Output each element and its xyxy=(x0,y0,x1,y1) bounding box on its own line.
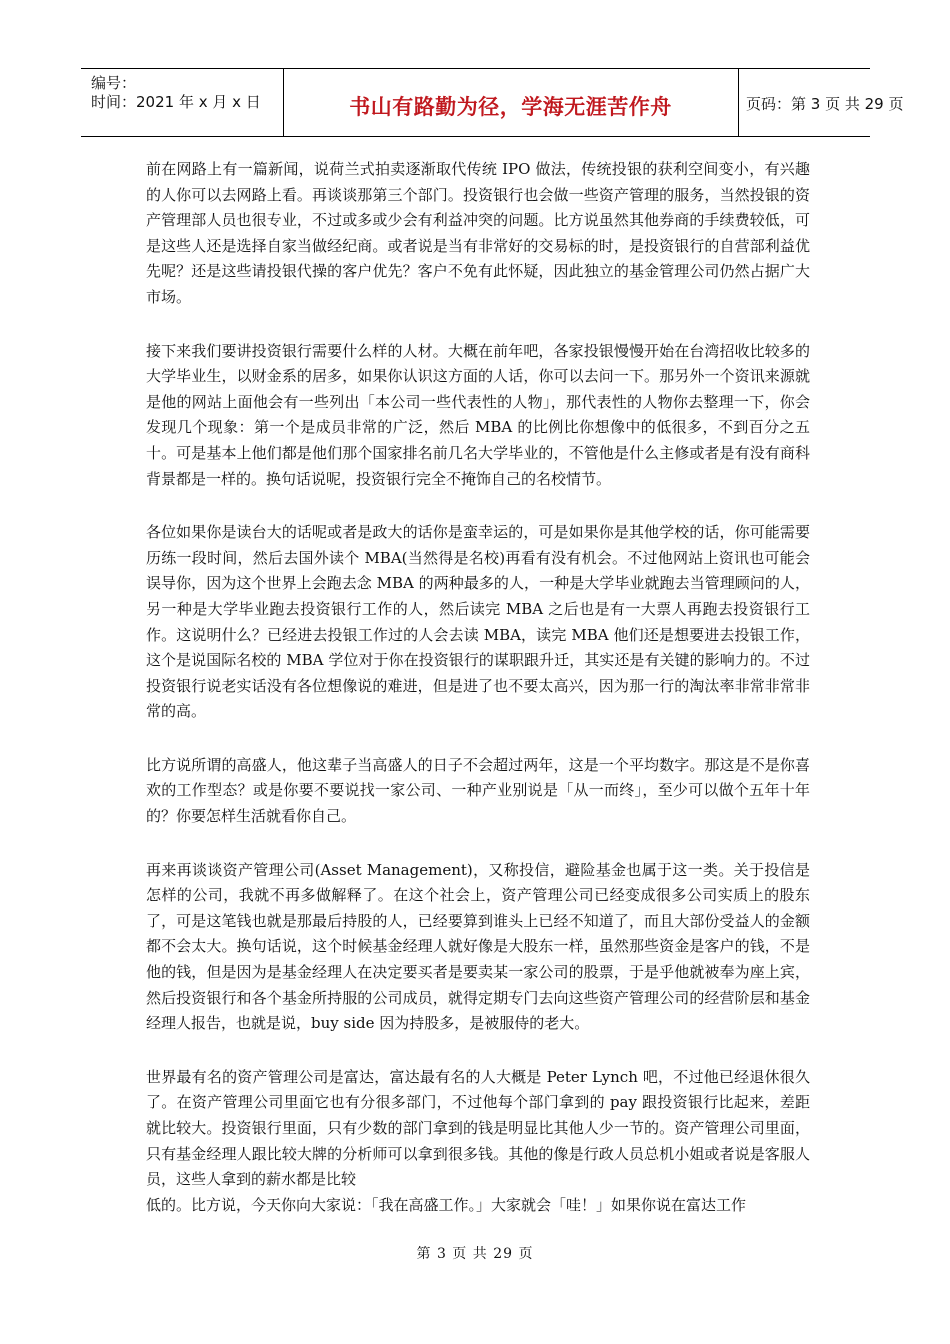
document-date-label: 时间：2021 年 x 月 x 日 xyxy=(91,93,261,111)
paragraph: 各位如果你是读台大的话呢或者是政大的话你是蛮幸运的，可是如果你是其他学校的话，你可能需要历练一段时间，然后去国外读个 MBA(当然得是名校)再看有没有机会。不过他网站上资讯也可能会误导你，因为这个世界上会跑去念 MBA 的两种最多的人，一种是大学毕业就跑去当管理顾问的人，另一种是大学毕业跑去投资银行工作的人，然后读完 MBA 之后也是有一大票人再跑去投资银行工作。这说明什么？已经进去投银工作过的人会去读 MBA，读完 MBA 他们还是想要进去投银工作，这个是说国际名校的 MBA 学位对于你在投资银行的谋职跟升迁，其实还是有关键的影响力的。不过投资银行说老实话没有各位想像说的难进，但是进了也不要太高兴，因为那一行的淘汰率非常非常非常的高。 xyxy=(146,523,810,721)
header-motto-cell xyxy=(283,69,739,136)
paragraph: 再来再谈谈资产管理公司(Asset Management)，又称投信，避险基金也属于这一类。关于投信是怎样的公司，我就不再多做解释了。在这个社会上，资产管理公司已经变成很多公司实质上的股东了，可是这笔钱也就是那最后持股的人，已经要算到谁头上已经不知道了，而且大部份受益人的金额都不会太大。换句话说，这个时候基金经理人就好像是大股东一样，虽然那些资金是客户的钱，不是他的钱，但是因为是基金经理人在决定要买者是要卖某一家公司的股票，于是乎他就被奉为座上宾，然后投资银行和各个基金所持服的公司成员，就得定期专门去向这些资产管理公司的经营阶层和基金经理人报告，也就是说，buy side 因为持股多，是被服侍的老大。 xyxy=(146,860,810,1033)
page-footer: 第 3 页 共 29 页 xyxy=(416,1246,534,1262)
header-page-info: 页码：第 3 页 共 29 页 xyxy=(746,95,904,113)
paragraph: 接下来我们要讲投资银行需要什么样的人材。大概在前年吧，各家投银慢慢开始在台湾招收比较多的大学毕业生，以财金系的居多，如果你认识这方面的人话，你可以去问一下。那另外一个资讯来源就是他的网站上面他会有一些列出「本公司一些代表性的人物」，那代表性的人物你去整理一下，你会发现几个现象：第一个是成员非常的广泛，然后 MBA 的比例比你想像中的低很多，不到百分之五十。可是基本上他们都是他们那个国家排名前几名大学毕业的，不管他是什么主修或者是有没有商科背景都是一样的。换句话说呢，投资银行完全不掩饰自己的名校情节。 xyxy=(146,341,810,488)
document-number-label: 编号： xyxy=(91,74,137,92)
document-body xyxy=(146,157,810,1246)
paragraph: 世界最有名的资产管理公司是富达，富达最有名的人大概是 Peter Lynch 吧，不过他已经退休很久了。在资产管理公司里面它也有分很多部门，不过他每个部门拿到的 pay 跟投资银行比起来，差距就比较大。投资银行里面，只有少数的部门拿到的钱是明显比其他人少一节的。资产管理公司里面，只有基金经理人跟比较大牌的分析师可以拿到很多钱。其他的像是行政人员总机小姐或者说是客服人员，这些人拿到的薪水都是比较 低的。比方说，今天你向大家说：「我在高盛工作。」大家就会「哇！」如果你说在富达工作 xyxy=(146,1067,810,1214)
header-meta-cell xyxy=(81,69,284,136)
paragraph: 前在网路上有一篇新闻，说荷兰式拍卖逐渐取代传统 IPO 做法，传统投银的获利空间变小，有兴趣的人你可以去网路上看。再谈谈那第三个部门。投资银行也会做一些资产管理的服务，当然投银的资产管理部人员也很专业，不过或多或少会有利益冲突的问题。比方说虽然其他券商的手续费较低，可是这些人还是选择自家当做经纪商。或者说是当有非常好的交易标的时，是投资银行的自营部利益优先呢？还是这些请投银代操的客户优先？客户不免有此怀疑，因此独立的基金管理公司仍然占据广大市场。 xyxy=(146,160,810,306)
header-motto: 书山有路勤为径，学海无涯苦作舟 xyxy=(349,95,672,119)
paragraph: 比方说所谓的高盛人，他这辈子当高盛人的日子不会超过两年，这是一个平均数字。那这是不是你喜欢的工作型态？或是你要不要说找一家公司、一种产业别说是「从一而终」，至少可以做个五年十年的？你要怎样生活就看你自己。 xyxy=(146,755,810,826)
page-header xyxy=(81,68,904,137)
header-page-cell xyxy=(738,69,904,136)
